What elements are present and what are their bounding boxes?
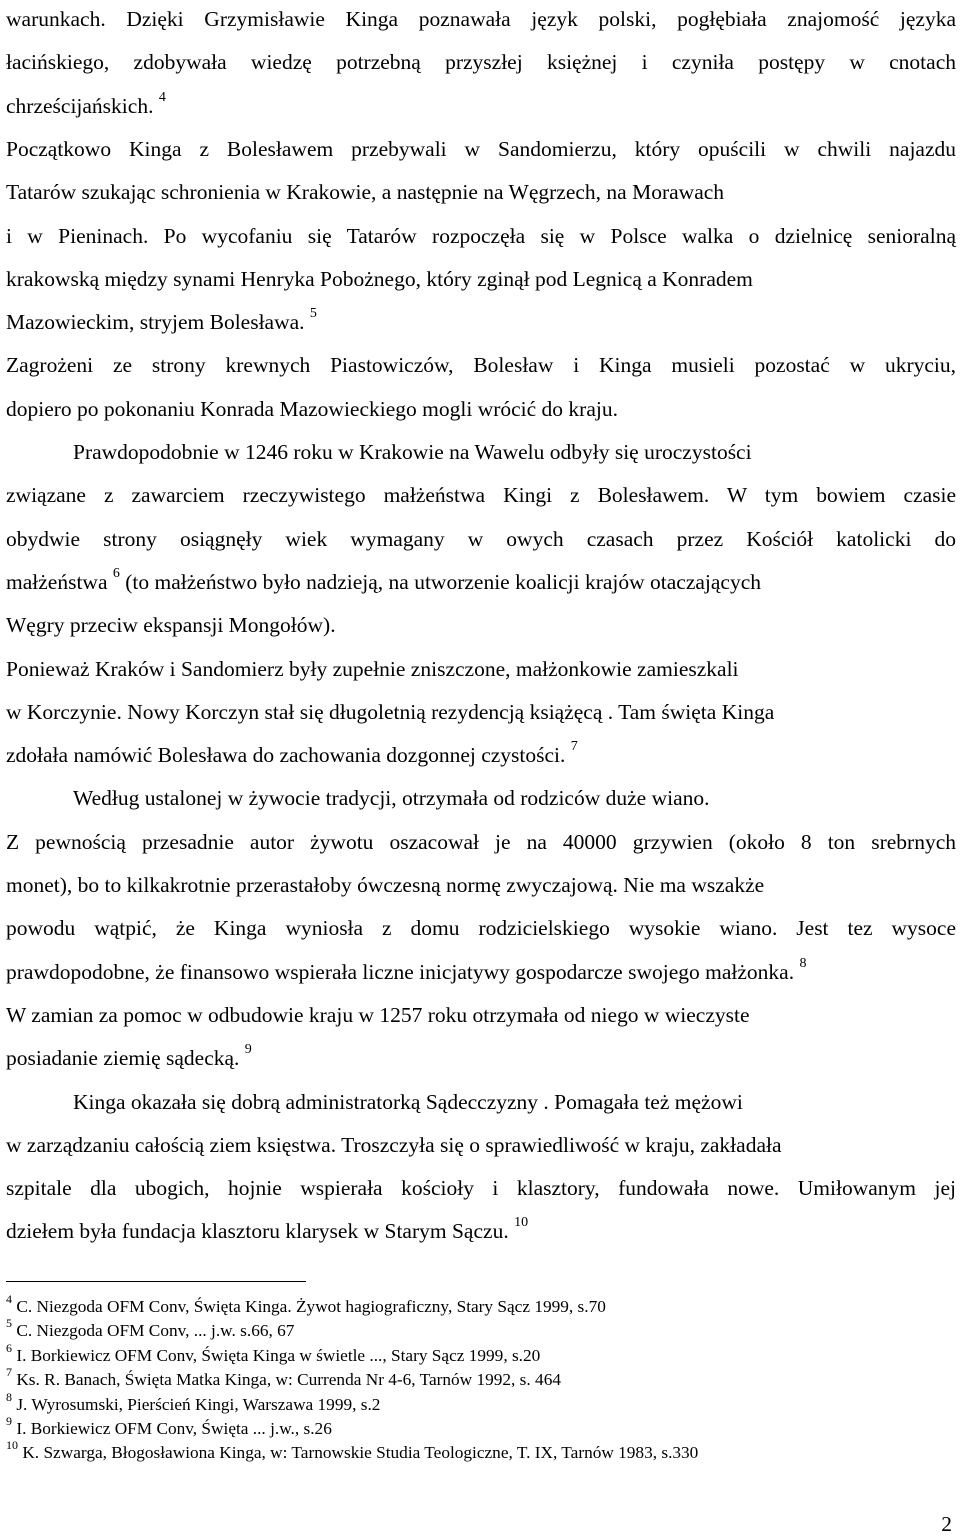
footnote-text: J. Wyrosumski, Pierścień Kingi, Warszawa 1999, s.2 [12,1394,381,1414]
text-line [6,266,956,292]
footnote [6,1340,541,1367]
footnote-number: 4 [6,1292,12,1306]
line-text: Tatarów szukając schronienia w Krakowie, a następnie na Węgrzech, na Morawach [6,180,725,205]
text-line [6,396,956,422]
footnote-separator [6,1281,306,1282]
line-text: krakowską między synami Henryka Pobożnego, który zginął pod Legnicą a Konradem [6,266,753,291]
text-line [73,439,956,465]
line-text: Z pewnością przesadnie autor żywotu oszacował je na 40000 grzywien (około 8 ton srebrnych [6,829,956,854]
footnote-number: 10 [6,1438,18,1453]
text-line [6,49,956,75]
footnote-text: C. Niezgoda OFM Conv, ... j.w. s.66, 67 [12,1321,295,1341]
footnote-ref: 9 [244,1042,252,1058]
line-text: Mazowieckim, stryjem Bolesława. [6,310,305,335]
line-text: i w Pieninach. Po wycofaniu się Tatarów rozpoczęła się w Polsce walka o dzielnicę senioralną [6,223,956,248]
text-line [6,526,956,552]
footnote-ref: 6 [112,565,120,581]
text-line [73,1089,956,1115]
footnote [6,1316,295,1342]
text-line [6,179,956,205]
text-line [6,1042,956,1071]
footnote [6,1438,699,1464]
footnote-text: C. Niezgoda OFM Conv, Święta Kinga. Żywot hagiograficzny, Stary Sącz 1999, s.70 [12,1297,606,1316]
footnote-number: 8 [6,1389,12,1404]
footnote [6,1414,332,1440]
line-text: obydwie strony osiągnęły wiek wymagany w owych czasach przez Kościół katolicki do [6,526,956,551]
line-text: zdołała namówić Bolesława do zachowania dozgonnej czystości. [6,743,566,768]
text-line [6,829,956,855]
text-line [6,739,956,768]
footnote-number: 6 [6,1340,12,1355]
page-number: 2 [941,1512,952,1536]
line-text: Kinga okazała się dobrą administratorką Sądecczyzny . Pomagała też mężowi [73,1089,743,1114]
text-line [6,656,956,682]
footnote-ref: 5 [309,306,317,322]
text-line [6,223,956,249]
text-line [6,915,956,941]
text-line [6,1132,956,1158]
footnote-ref: 10 [514,1215,529,1231]
line-text: prawdopodobne, że finansowo wspierała liczne inicjatywy gospodarcze swojego małżonka. [6,959,795,984]
line-text: monet), bo to kilkakrotnie przerastałoby ówczesną normę zwyczajową. Nie ma wszakże [6,873,765,897]
line-text: powodu wątpić, że Kinga wyniosła z domu rodzicielskiego wysokie wiano. Jest tez wysoce [6,916,956,941]
text-line [6,699,956,725]
footnote-number: 7 [6,1365,12,1380]
line-text: posiadanie ziemię sądecką. [6,1046,240,1071]
footnote [6,1365,561,1391]
line-text: łacińskiego, zdobywała wiedzę potrzebną przyszłej księżnej i czyniła postępy w cnotach [6,50,956,75]
footnote-number: 5 [6,1316,12,1331]
line-text: warunkach. Dzięki Grzymisławie Kinga poznawała język polski, pogłębiała znajomość języka [6,7,956,31]
footnote-text: I. Borkiewicz OFM Conv, Święta Kinga w świetle ..., Stary Sącz 1999, s.20 [12,1345,541,1365]
text-line [73,785,956,811]
footnote-ref: 8 [799,955,807,971]
footnote-text: Ks. R. Banach, Święta Matka Kinga, w: Currenda Nr 4-6, Tarnów 1992, s. 464 [12,1370,561,1390]
footnote-number: 9 [6,1414,12,1428]
line-text: w Korczynie. Nowy Korczyn stał się długoletnią rezydencją książęcą . Tam święta Kinga [6,699,775,724]
text-line [6,1175,956,1201]
text-line [6,1215,956,1244]
footnote-ref: 7 [570,739,578,755]
line-text: szpitale dla ubogich, hojnie wspierała kościoły i klasztory, fundowała nowe. Umiłowanym jej [6,1176,956,1201]
line-text: związane z zawarciem rzeczywistego małżeństwa Kingi z Bolesławem. W tym bowiem czasie [6,483,956,508]
footnote [6,1292,606,1318]
footnote [6,1389,381,1416]
footnote-text: K. Szwarga, Błogosławiona Kinga, w: Tarnowskie Studia Teologiczne, T. IX, Tarnów 1983, s.330 [18,1443,699,1463]
line-text: w zarządzaniu całością ziem księstwa. Troszczyła się o sprawiedliwość w kraju, zakładała [6,1132,782,1157]
text-line [6,1002,956,1028]
line-text: małżeństwa [6,569,108,594]
line-text: Początkowo Kinga z Bolesławem przebywali w Sandomierzu, który opuścili w chwili najazdu [6,136,956,161]
text-line [6,482,956,508]
footnote-ref: 4 [158,89,166,105]
text-line [6,306,956,335]
line-text: dziełem była fundacja klasztoru klarysek w Starym Sączu. [6,1219,509,1244]
text-line [6,612,956,638]
line-text-continued: (to małżeństwo było nadzieją, na utworzenie koalicji krajów otaczających [119,569,762,594]
line-text: W zamian za pomoc w odbudowie kraju w 1257 roku otrzymała od niego w wieczyste [6,1002,750,1027]
text-line [6,89,956,119]
text-line [6,955,956,985]
text-line [6,565,956,595]
line-text: Ponieważ Kraków i Sandomierz były zupełnie zniszczone, małżonkowie zamieszkali [6,656,739,681]
text-line [6,872,956,898]
line-text: chrześcijańskich. [6,93,154,118]
line-text: Według ustalonej w żywocie tradycji, otrzymała od rodziców duże wiano. [73,786,710,811]
line-text: Węgry przeciw ekspansji Mongołów). [6,613,336,638]
footnote-text: I. Borkiewicz OFM Conv, Święta ... j.w., s.26 [12,1419,332,1438]
text-line [6,136,956,162]
text-line [6,352,956,378]
line-text: dopiero po pokonaniu Konrada Mazowieckiego mogli wrócić do kraju. [6,396,618,421]
line-text: Zagrożeni ze strony krewnych Piastowiczów, Bolesław i Kinga musieli pozostać w ukryciu, [6,353,956,378]
line-text: Prawdopodobnie w 1246 roku w Krakowie na Wawelu odbyły się uroczystości [73,440,752,464]
text-line [6,6,956,32]
